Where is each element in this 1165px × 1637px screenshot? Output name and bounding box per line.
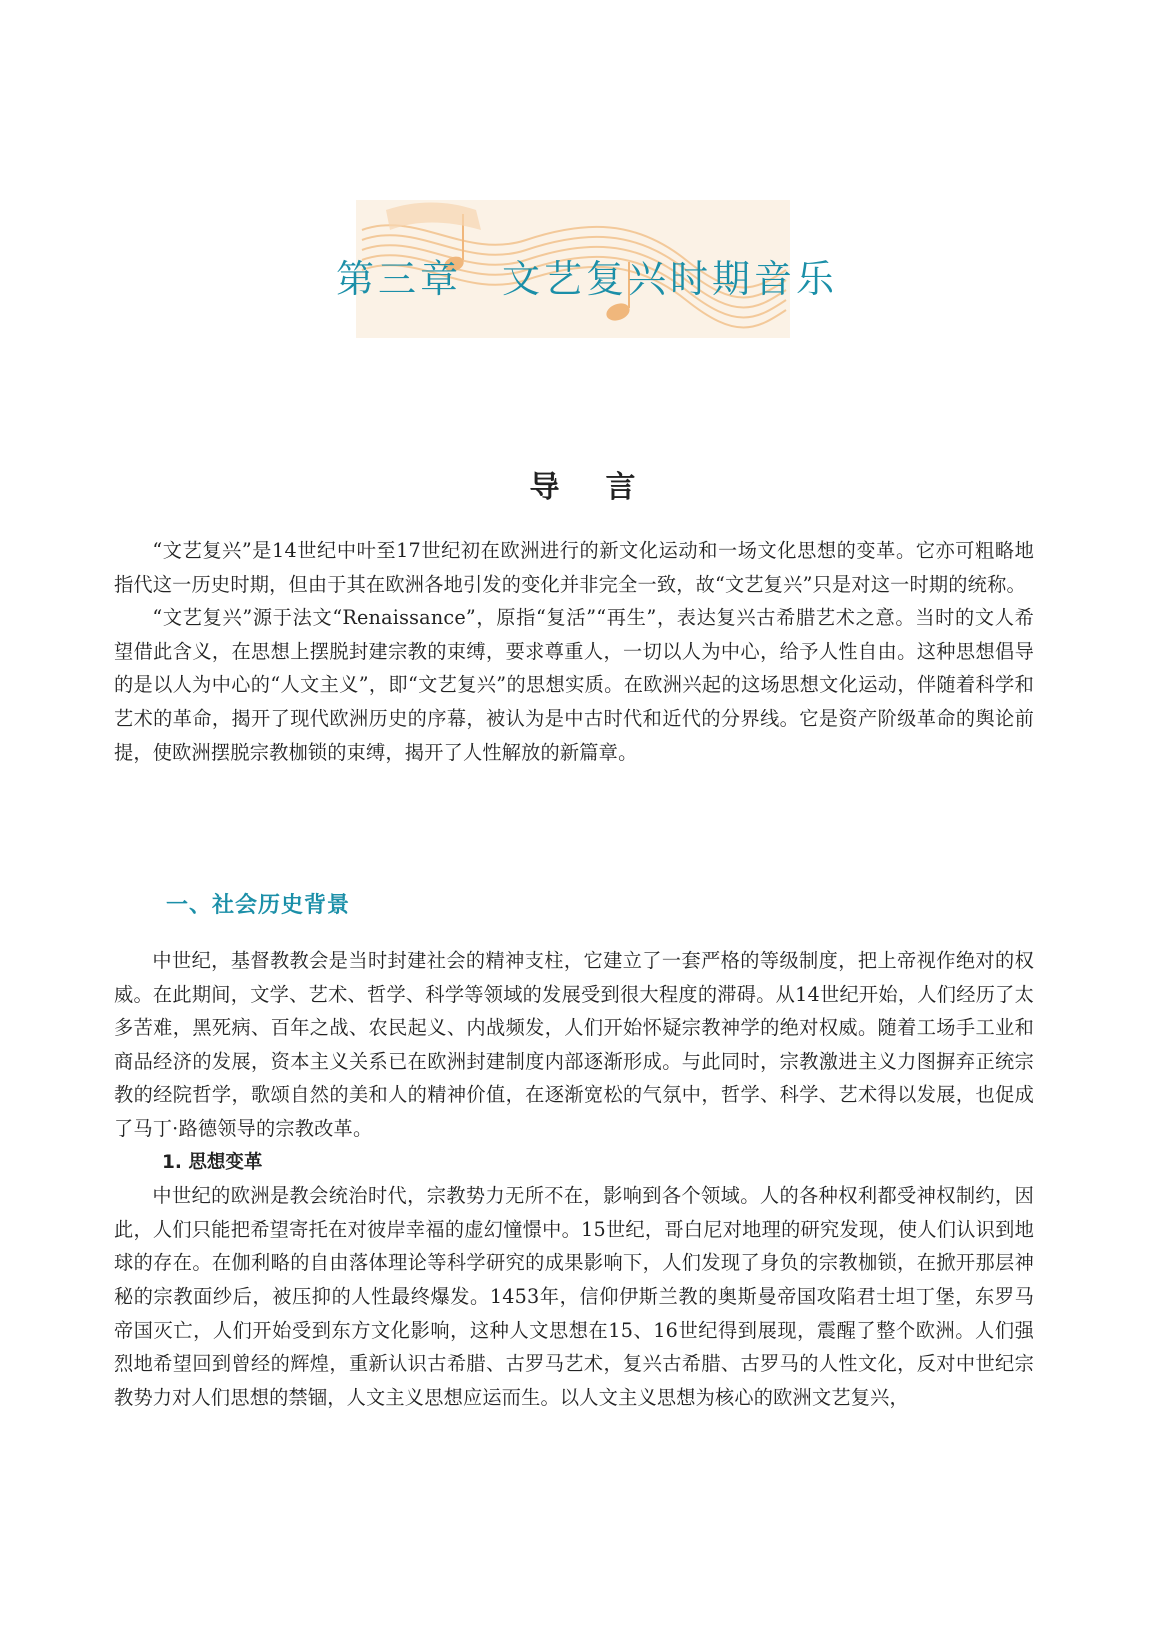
subsection-heading: 1. 思想变革 bbox=[162, 1151, 263, 1173]
intro-paragraph-1: “文艺复兴”是14世纪中叶至17世纪初在欧洲进行的新文化运动和一场文化思想的变革。它亦可粗略地指代这一历史时期，但由于其在欧洲各地引发的变化并非完全一致，故“文艺复兴”只是对这一时期的统称。 bbox=[114, 539, 1034, 596]
chapter-number: 第三章 bbox=[336, 257, 463, 301]
chapter-name: 文艺复兴时期音乐 bbox=[502, 257, 839, 301]
chapter-title bbox=[336, 248, 856, 303]
section-heading: 一、社会历史背景 bbox=[166, 893, 351, 918]
intro-paragraph-2: “文艺复兴”源于法文“Renaissance”，原指“复活”“再生”，表达复兴古希腊艺术之意。当时的文人希望借此含义，在思想上摆脱封建宗教的束缚，要求尊重人，一切以人为中心，给予人性自由。这种思想倡导的是以人为中心的“人文主义”，即“文艺复兴”的思想实质。在欧洲兴起的这场思想文化运动，伴随着科学和艺术的革命，揭开了现代欧洲历史的序幕，被认为是中古时代和近代的分界线。它是资产阶级革命的舆论前提，使欧洲摆脱宗教枷锁的束缚，揭开了人性解放的新篇章。 bbox=[114, 606, 1034, 764]
subsection-paragraph: 中世纪的欧洲是教会统治时代，宗教势力无所不在，影响到各个领域。人的各种权利都受神权制约，因此，人们只能把希望寄托在对彼岸幸福的虚幻憧憬中。15世纪，哥白尼对地理的研究发现，使人们认识到地球的存在。在伽利略的自由落体理论等科学研究的成果影响下，人们发现了身负的宗教枷锁，在掀开那层神秘的宗教面纱后，被压抑的人性最终爆发。1453年，信仰伊斯兰教的奥斯曼帝国攻陷君士坦丁堡，东罗马帝国灭亡，人们开始受到东方文化影响，这种人文思想在15、16世纪得到展现，震醒了整个欧洲。人们强烈地希望回到曾经的辉煌，重新认识古希腊、古罗马艺术，复兴古希腊、古罗马的人性文化，反对中世纪宗教势力对人们思想的禁锢，人文主义思想应运而生。以人文主义思想为核心的欧洲文艺复兴， bbox=[114, 1184, 1034, 1409]
intro-body bbox=[114, 534, 1034, 769]
section-body bbox=[114, 944, 1034, 1414]
section-paragraph: 中世纪，基督教教会是当时封建社会的精神支柱，它建立了一套严格的等级制度，把上帝视作绝对的权威。在此期间，文学、艺术、哲学、科学等领域的发展受到很大程度的滞碍。从14世纪开始，人们经历了太多苦难，黑死病、百年之战、农民起义、内战频发，人们开始怀疑宗教神学的绝对权威。随着工场手工业和商品经济的发展，资本主义关系已在欧洲封建制度内部逐渐形成。与此同时，宗教激进主义力图摒弃正统宗教的经院哲学，歌颂自然的美和人的精神价值，在逐渐宽松的气氛中，哲学、科学、艺术得以发展，也促成了马丁·路德领导的宗教改革。 bbox=[114, 949, 1034, 1140]
intro-heading: 导言 bbox=[529, 470, 682, 505]
